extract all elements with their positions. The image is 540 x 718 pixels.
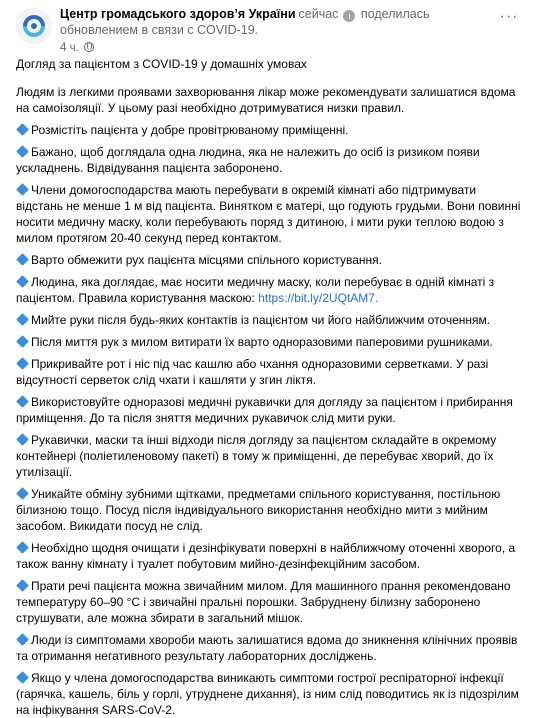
list-item [16, 274, 524, 306]
list-item [16, 540, 524, 572]
list-item [16, 312, 524, 328]
post-body [16, 56, 524, 718]
globe-icon [84, 42, 94, 52]
list-item [16, 632, 524, 664]
author-name[interactable]: Центр громадського здоров’я України [60, 7, 296, 21]
list-item [16, 432, 524, 480]
blue-diamond-icon [16, 633, 29, 646]
post-time[interactable]: 4 ч. [60, 42, 79, 54]
logo-icon [16, 8, 52, 44]
post-intro: Людям із легкими проявами захворювання лікар може рекомендувати залишатися вдома на самоізоляції. У цьому разі необхідно дотримуватися низки правил. [16, 85, 516, 115]
list-item-text: Прати речі пацієнта можна звичайним милом. Для машинного прання рекомендовано температуру 60–90 °С і звичайні пральні порошки. Забруднену білизну заборонено струшувати, але можна збирати в загальний мішок. [16, 579, 511, 625]
list-item-text: Мийте руки після будь-яких контактів із пацієнтом чи його найближчим оточенням. [31, 313, 491, 327]
post-header-text [60, 6, 490, 56]
list-item-text: Використовуйте одноразові медичні рукавички для догляду за пацієнтом і прибирання приміщення. До та після зняття медичних рукавичок слід мити руки. [16, 395, 513, 425]
list-item-text: Рукавички, маски та інші відходи після догляду за пацієнтом складайте в окремому контейнері (поліетиленовому пакеті) в тому ж приміщенні, де перебуває хворий, до їх утилізації. [16, 433, 497, 479]
post-meta [60, 40, 490, 56]
blue-diamond-icon [16, 433, 29, 446]
list-item-text: Члени домогосподарства мають перебувати в окремій кімнаті або підтримувати відстань не менше 1 м від пацієнта. Винятком є матері, що годують грудьми. Вони повинні носити медичну маску, коли перебувають поряд з дитиною, і мити руки теплою водою з милом протягом 20-40 секунд перед контактом. [16, 183, 521, 245]
list-item-text: Людина, яка доглядає, має носити медичну маску, коли перебуває в одній кімнаті з пацієнтом. Правила користування маскою: [16, 275, 495, 305]
blue-diamond-icon [16, 671, 29, 684]
post-timestamp-label: сейчас [298, 7, 339, 21]
list-item [16, 578, 524, 626]
blue-diamond-icon [16, 395, 29, 408]
blue-diamond-icon [16, 275, 29, 288]
mask-rules-link[interactable]: https://bit.ly/2UQtAM7. [258, 291, 379, 305]
list-item [16, 122, 524, 138]
list-item [16, 670, 524, 718]
more-options-icon[interactable]: ··· [499, 8, 519, 25]
post-action-text: поделилась обновлением в связи с COVID-19. [60, 7, 430, 37]
list-item [16, 182, 524, 246]
blue-diamond-icon [16, 183, 29, 196]
blue-diamond-icon [16, 253, 29, 266]
list-item-text: Бажано, щоб доглядала одна людина, яка не належить до осіб із ризиком появи ускладнень. Відвідування пацієнта заборонено. [16, 145, 480, 175]
list-item [16, 356, 524, 388]
list-item [16, 334, 524, 350]
list-item-text: Розмістіть пацієнта у добре провітрюваному приміщенні. [31, 123, 349, 137]
post-title: Догляд за пацієнтом з COVID-19 у домашніх умовах [16, 57, 307, 71]
blue-diamond-icon [16, 145, 29, 158]
blue-diamond-icon [16, 357, 29, 370]
list-item [16, 144, 524, 176]
list-item-text: Люди із симптомами хвороби мають залишатися вдома до зникнення клінічних проявів та отримання негативного результату лабораторних досліджень. [16, 633, 518, 663]
covid-info-icon: i [343, 10, 355, 22]
blue-diamond-icon [16, 579, 29, 592]
list-item-text: Якщо у члена домогосподарства виникають симптоми гострої респіраторної інфекції (гарячка, кашель, біль у горлі, утруднене дихання), із ним слід поводитись як із підозрілим на інфікування SARS-CoV-2. [16, 671, 519, 717]
list-item-text: Варто обмежити рух пацієнта місцями спільного користування. [31, 253, 382, 267]
list-item-text: Після миття рук з милом витирати їх варто одноразовими паперовими рушниками. [31, 335, 493, 349]
list-item [16, 252, 524, 268]
list-item [16, 486, 524, 534]
blue-diamond-icon [16, 313, 29, 326]
list-item [16, 394, 524, 426]
list-item-text: Прикривайте рот і ніс під час кашлю або чхання одноразовими серветками. У разі відсутності серветок слід чхати і кашляти у згин ліктя. [16, 357, 489, 387]
blue-diamond-icon [16, 335, 29, 348]
blue-diamond-icon [16, 487, 29, 500]
blue-diamond-icon [16, 541, 29, 554]
list-item-text: Необхідно щодня очищати і дезінфікувати поверхні в найближчому оточенні хворого, а також ванну кімнату і туалет побутовим мийно-дезінфекційним засобом. [16, 541, 516, 571]
page-avatar[interactable] [16, 8, 52, 44]
blue-diamond-icon [16, 123, 29, 136]
post-header [0, 0, 540, 54]
list-item-text: Уникайте обміну зубними щітками, предметами спільного користування, постільною білизною тощо. Посуд після індивідуального використання необхідно мити з мийним засобом. Викидати посуд не слід. [16, 487, 501, 533]
